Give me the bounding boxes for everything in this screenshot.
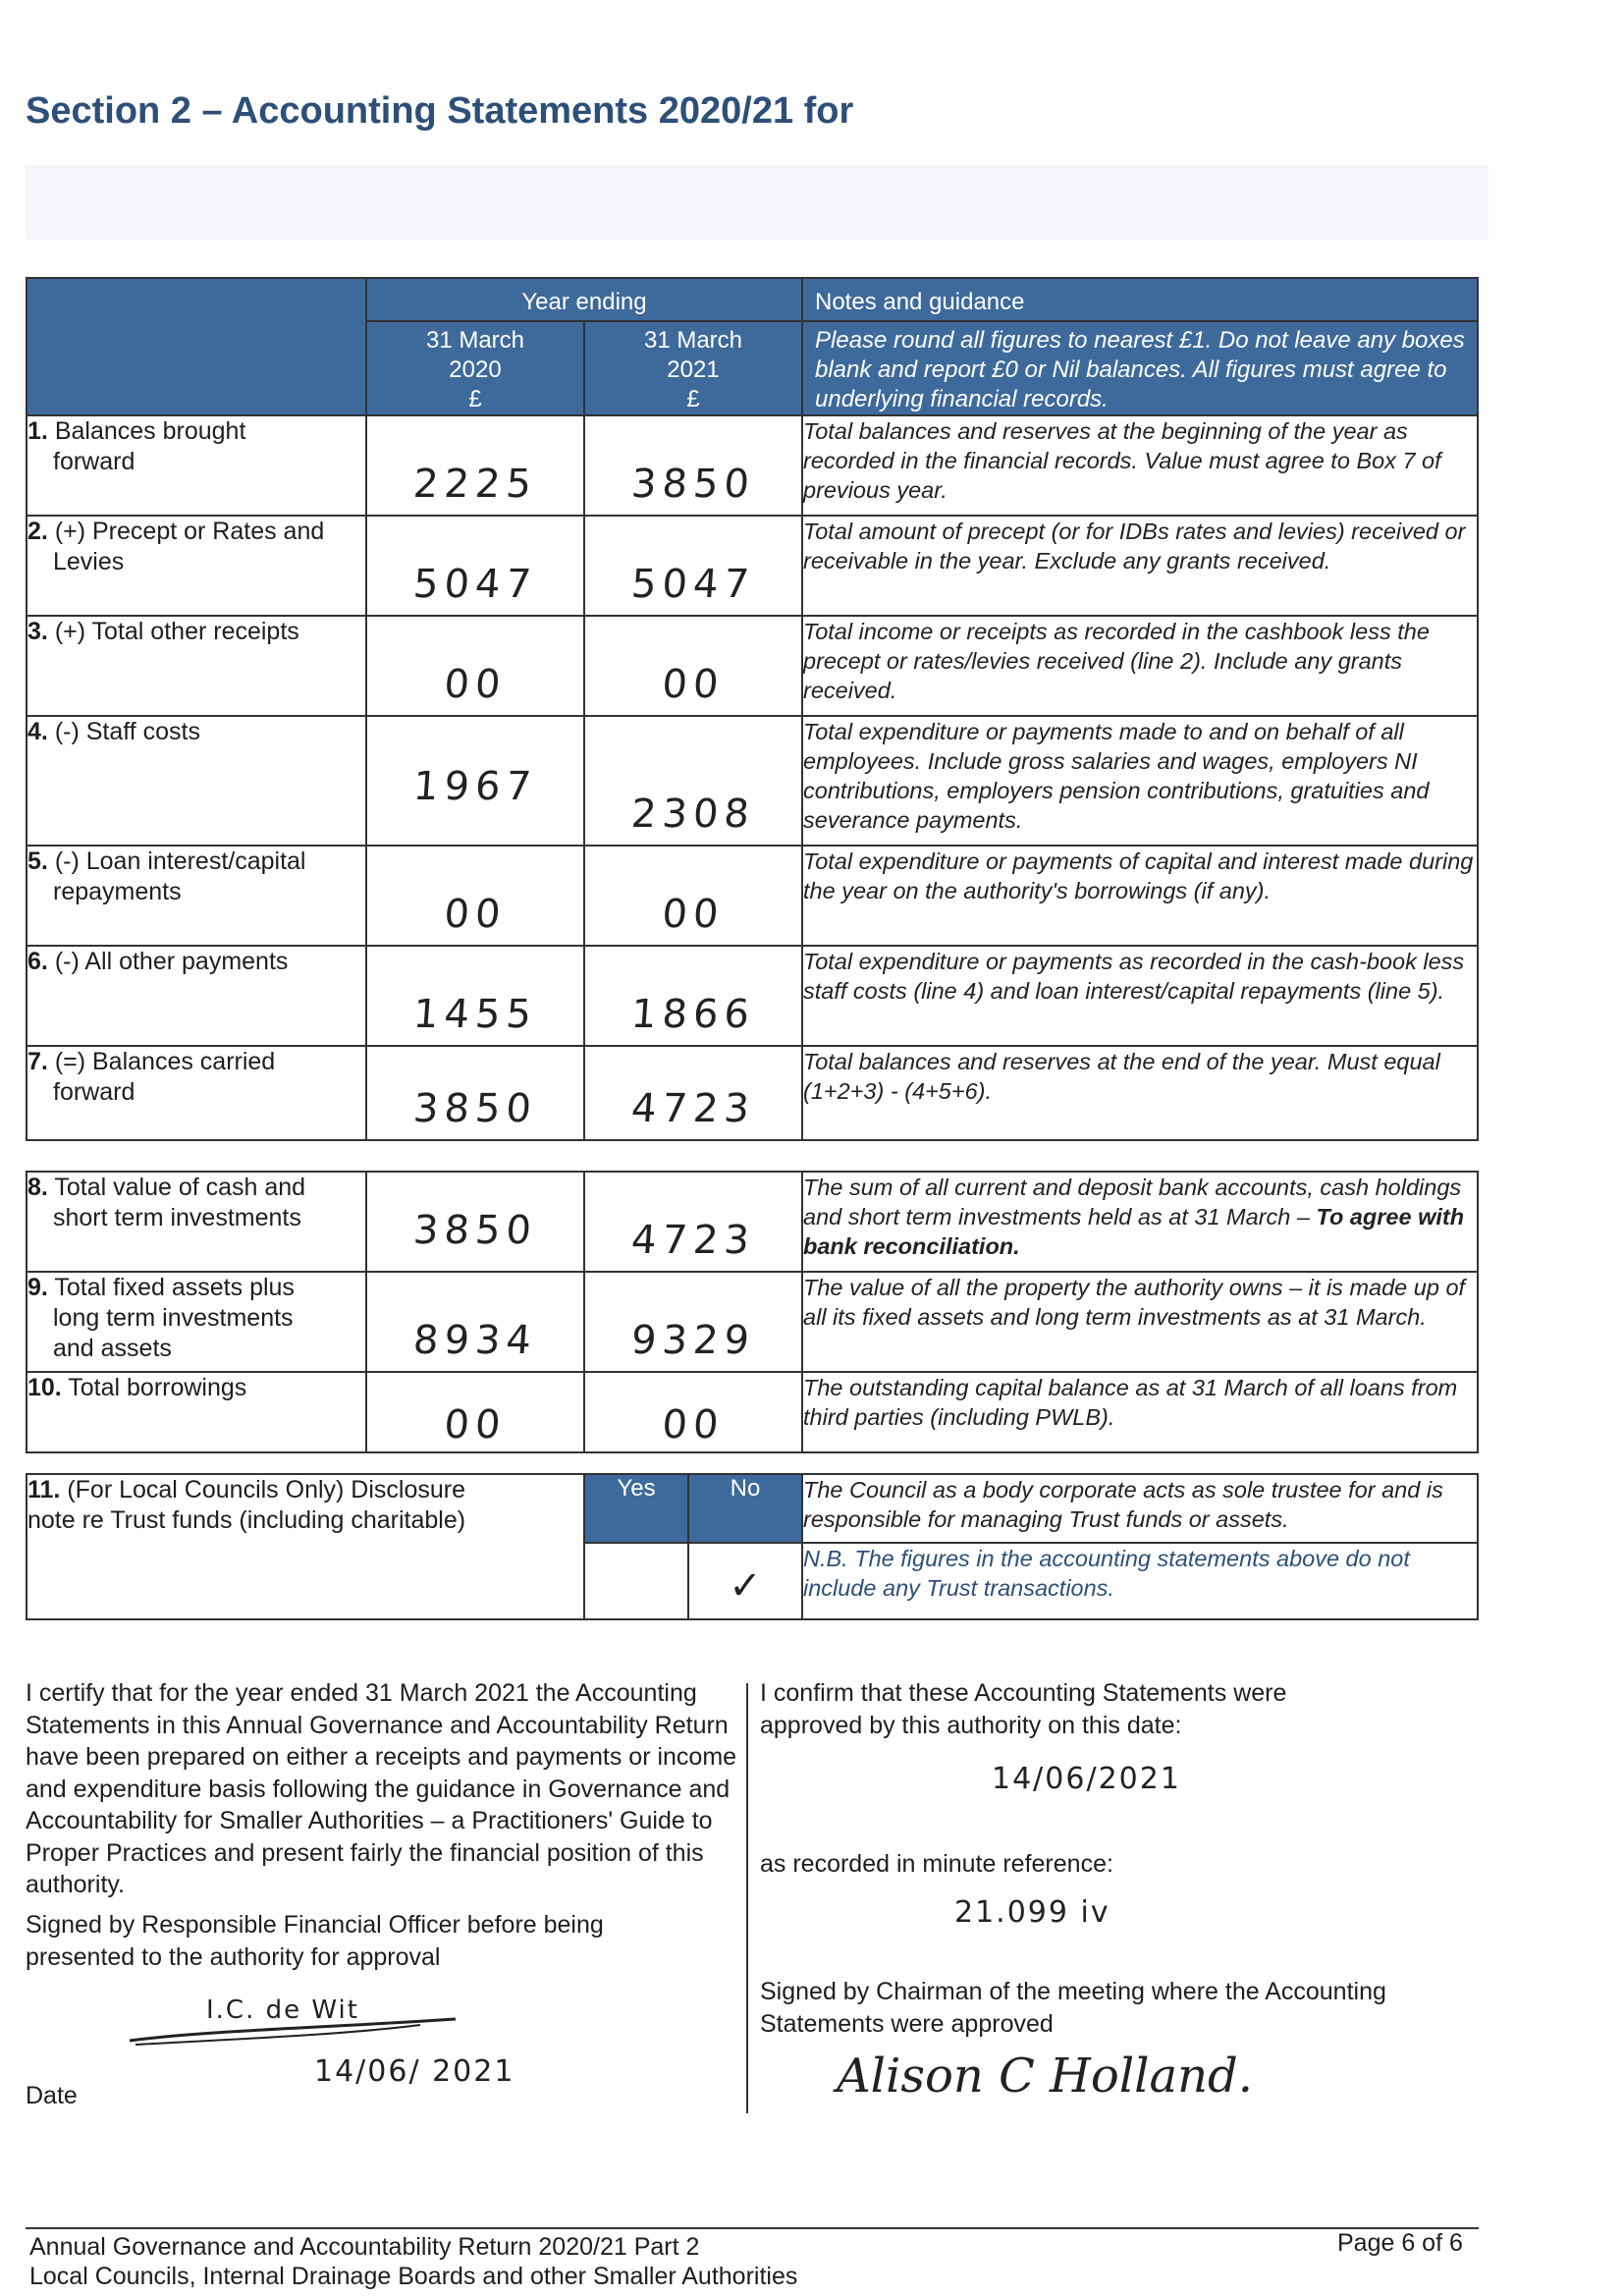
row-guidance: Total expenditure or payments as recorded in the cash-book less staff costs (line 4) and loan interest/capital repayments (line 5). — [802, 946, 1478, 1046]
value-2020[interactable]: 1967 — [366, 716, 584, 846]
row-guidance: Total amount of precept (or for IDBs rates and levies) received or receivable in the year. Exclude any grants received. — [802, 516, 1478, 616]
column-divider — [746, 1683, 748, 2113]
column-2021-line2: 2021 — [667, 356, 720, 383]
value-2020[interactable]: 00 — [366, 1372, 584, 1452]
value-2020[interactable]: 8934 — [366, 1272, 584, 1372]
chairman-signature: Alison C Holland. — [837, 2049, 1254, 2104]
value-2021[interactable]: 5047 — [584, 516, 802, 616]
value-2021[interactable]: 1866 — [584, 946, 802, 1046]
trust-guidance: The Council as a body corporate acts as sole trustee for and is responsible for managing Trust funds or assets. — [802, 1474, 1478, 1543]
row-label: 4. (-) Staff costs — [27, 716, 366, 846]
accounting-statements-table — [26, 277, 1479, 1141]
yes-header: Yes — [584, 1474, 688, 1543]
statement-row-5 — [27, 846, 1478, 946]
row-label: 9. Total fixed assets plus long term investments and assets — [27, 1272, 366, 1372]
trust-label: 11. (For Local Councils Only) Disclosure note re Trust funds (including charitable) — [27, 1474, 584, 1619]
rfo-date: 14/06/ 2021 — [314, 2054, 515, 2089]
column-2021-line1: 31 March — [643, 327, 743, 354]
value-2020[interactable]: 00 — [366, 616, 584, 716]
value-2020[interactable]: 00 — [366, 846, 584, 946]
approval-date: 14/06/2021 — [992, 1762, 1181, 1796]
column-2020-line2: 2020 — [449, 356, 502, 383]
row-label: 1. Balances brought forward — [27, 415, 366, 516]
statement-row-2 — [27, 516, 1478, 616]
statement-row-7 — [27, 1046, 1478, 1140]
footer-rule — [26, 2227, 1479, 2229]
row-label: 7. (=) Balances carried forward — [27, 1046, 366, 1140]
statement-row-6 — [27, 946, 1478, 1046]
row-label: 2. (+) Precept or Rates and Levies — [27, 516, 366, 616]
statement-row-9 — [27, 1272, 1478, 1372]
value-2020[interactable]: 2225 — [366, 415, 584, 516]
notes-guidance-header: Notes and guidance — [802, 278, 1478, 321]
value-2020[interactable]: 1455 — [366, 946, 584, 1046]
header-blank-cell — [27, 278, 366, 415]
certify-text: I certify that for the year ended 31 March 2021 the Accounting Statements in this Annual Governance and Accountability Return have been prepared on either a receipts and payments or income and expenditure basis following the guidance in Governance and Accountability for Smaller Authorities – a Practitioners' Guide to Proper Practices and present fairly the financial position of this authority. — [26, 1679, 737, 1898]
row-label: 8. Total value of cash and short term investments — [27, 1172, 366, 1272]
authority-name-field — [26, 165, 1489, 240]
confirm-text: I confirm that these Accounting Statements were approved by this authority on this date: — [760, 1679, 1287, 1739]
value-2021[interactable]: 2308 — [584, 716, 802, 846]
value-2021[interactable]: 3850 — [584, 415, 802, 516]
value-2020[interactable]: 3850 — [366, 1172, 584, 1272]
notes-guidance-text: Please round all figures to nearest £1. Do not leave any boxes blank and report £0 or Nil balances. All figures must agree to underlying financial records. — [802, 321, 1478, 415]
no-header: No — [688, 1474, 802, 1543]
row-guidance: Total income or receipts as recorded in the cashbook less the precept or rates/levies received (line 2). Include any grants received. — [802, 616, 1478, 716]
no-checkbox[interactable] — [688, 1543, 802, 1619]
year-ending-header: Year ending — [366, 278, 802, 321]
value-2020[interactable]: 3850 — [366, 1046, 584, 1140]
row-label: 6. (-) All other payments — [27, 946, 366, 1046]
minute-reference-value: 21.099 iv — [954, 1895, 1110, 1930]
chairman-signed-label: Signed by Chairman of the meeting where the Accounting Statements were approved — [760, 1978, 1386, 2038]
row-guidance: Total balances and reserves at the beginning of the year as recorded in the financial records. Value must agree to Box 7 of previous year. — [802, 415, 1478, 516]
footer-subtitle: Local Councils, Internal Drainage Boards and other Smaller Authorities — [29, 2263, 798, 2290]
row-guidance: Total expenditure or payments made to and on behalf of all employees. Include gross salaries and wages, employers NI contributions, employers pension contributions, gratuities and severance payments. — [802, 716, 1478, 846]
row-guidance: The sum of all current and deposit bank accounts, cash holdings and short term investments held as at 31 March – To agree with bank reconciliation. — [802, 1172, 1478, 1272]
column-2020-line3: £ — [468, 386, 482, 412]
value-2020[interactable]: 5047 — [366, 516, 584, 616]
value-2021[interactable]: 00 — [584, 616, 802, 716]
statement-row-8 — [27, 1172, 1478, 1272]
yes-checkbox[interactable] — [584, 1543, 688, 1619]
rfo-signature: I.C. de Wit — [206, 1995, 359, 2025]
column-2021-header — [584, 321, 802, 415]
row-guidance: The outstanding capital balance as at 31 March of all loans from third parties (including PWLB). — [802, 1372, 1478, 1452]
checkmark-icon: ✓ — [729, 1564, 762, 1608]
row-guidance: Total balances and reserves at the end of the year. Must equal (1+2+3) - (4+5+6). — [802, 1046, 1478, 1140]
rfo-signature-underline — [126, 2011, 460, 2047]
value-2021[interactable]: 4723 — [584, 1046, 802, 1140]
row-guidance: The value of all the property the authority owns – it is made up of all its fixed assets and long term investments as at 31 March. — [802, 1272, 1478, 1372]
row-guidance: Total expenditure or payments of capital and interest made during the year on the authority's borrowings (if any). — [802, 846, 1478, 946]
row-label: 10. Total borrowings — [27, 1372, 366, 1452]
trust-nb-note: N.B. The figures in the accounting statements above do not include any Trust transactions. — [802, 1543, 1478, 1619]
statement-row-10 — [27, 1372, 1478, 1452]
value-2021[interactable]: 00 — [584, 1372, 802, 1452]
trust-funds-table — [26, 1473, 1479, 1620]
column-2020-header — [366, 321, 584, 415]
value-2021[interactable]: 4723 — [584, 1172, 802, 1272]
row-label: 3. (+) Total other receipts — [27, 616, 366, 716]
statement-row-4 — [27, 716, 1478, 846]
page-title: Section 2 – Accounting Statements 2020/21 for — [26, 90, 854, 132]
column-2021-line3: £ — [686, 386, 700, 412]
value-2021[interactable]: 9329 — [584, 1272, 802, 1372]
assets-borrowings-table — [26, 1171, 1479, 1453]
rfo-signed-label: Signed by Responsible Financial Officer before being presented to the authority for approval — [26, 1911, 604, 1971]
statement-row-3 — [27, 616, 1478, 716]
date-label: Date — [26, 2082, 78, 2109]
page-number: Page 6 of 6 — [1337, 2229, 1463, 2257]
row-label: 5. (-) Loan interest/capital repayments — [27, 846, 366, 946]
column-2020-line1: 31 March — [425, 327, 525, 354]
statement-row-1 — [27, 415, 1478, 516]
value-2021[interactable]: 00 — [584, 846, 802, 946]
footer-title: Annual Governance and Accountability Return 2020/21 Part 2 — [29, 2233, 700, 2261]
minute-reference-label: as recorded in minute reference: — [760, 1850, 1113, 1878]
